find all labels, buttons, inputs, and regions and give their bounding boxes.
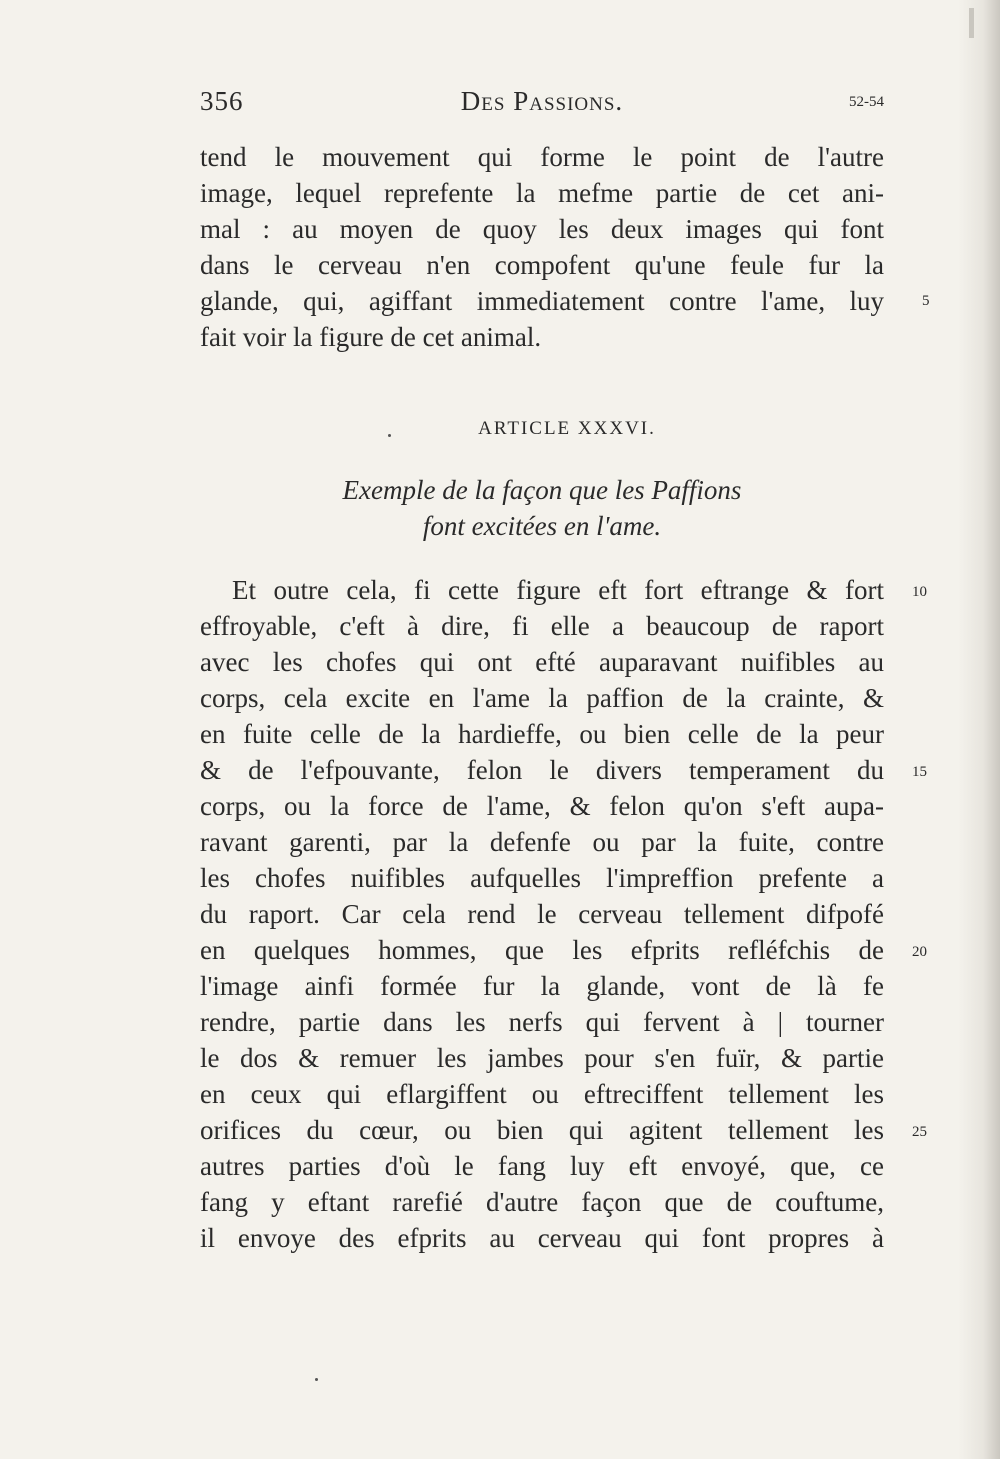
- text-line: fait voir la figure de cet animal.: [200, 322, 542, 352]
- page-edge-mark: [969, 8, 974, 38]
- text-line: effroyable, c'eft à dire, fi elle a beaucoup de raport: [200, 611, 884, 641]
- article-subtitle-line-2: font excitées en l'ame.: [422, 511, 662, 541]
- stray-mark: [315, 1378, 318, 1381]
- text-line: du raport. Car cela rend le cerveau tellement difpofé: [200, 899, 884, 929]
- article-heading: ARTICLE XXXVI.: [478, 418, 656, 439]
- line-number: 5: [922, 293, 930, 309]
- text-line: tend le mouvement qui forme le point de l'autre: [200, 142, 884, 172]
- text-line: orifices du cœur, ou bien qui agitent tellement les: [200, 1115, 884, 1145]
- text-line: avec les chofes qui ont efté auparavant nuifibles au: [200, 647, 884, 677]
- page-number: 356: [200, 86, 244, 116]
- text-line: & de l'efpouvante, felon le divers temperament du: [200, 755, 884, 785]
- page-range: 52-54: [849, 94, 884, 110]
- text-line: le dos & remuer les jambes pour s'en fuïr, & partie: [200, 1043, 884, 1073]
- text-line: les chofes nuifibles aufquelles l'impreffion prefente a: [200, 863, 884, 893]
- article-subtitle-line-1: Exemple de la façon que les Paffions: [342, 475, 742, 505]
- page-edge-shadow: [958, 0, 1000, 1459]
- text-line: il envoye des efprits au cerveau qui font propres à: [200, 1223, 884, 1253]
- text-line: corps, ou la force de l'ame, & felon qu'on s'eft aupa-: [200, 791, 884, 821]
- line-number: 10: [912, 584, 927, 600]
- text-line: l'image ainfi formée fur la glande, vont de là fe: [200, 971, 884, 1001]
- running-title: Des Passions.: [460, 86, 624, 116]
- line-number: 15: [912, 764, 927, 780]
- text-line: en quelques hommes, que les efprits refléfchis de: [200, 935, 884, 965]
- text-line: rendre, partie dans les nerfs qui fervent à | tourner: [200, 1007, 884, 1037]
- text-line: glande, qui, agiffant immediatement contre l'ame, luy: [200, 286, 884, 316]
- text-line: ravant garenti, par la defenfe ou par la fuite, contre: [200, 827, 884, 857]
- text-line: corps, cela excite en l'ame la paffion de la crainte, &: [200, 683, 884, 713]
- text-line: dans le cerveau n'en compofent qu'une feule fur la: [200, 250, 884, 280]
- text-line: image, lequel reprefente la mefme partie de cet ani-: [200, 178, 884, 208]
- text-line: en fuite celle de la hardieffe, ou bien celle de la peur: [200, 719, 884, 749]
- text-line: fang y eftant rarefié d'autre façon que de couftume,: [200, 1187, 884, 1217]
- line-number: 20: [912, 944, 927, 960]
- text-line: en ceux qui eflargiffent ou eftreciffent tellement les: [200, 1079, 884, 1109]
- text-line: mal : au moyen de quoy les deux images qui font: [200, 214, 884, 244]
- text-line: Et outre cela, fi cette figure eft fort eftrange & fort: [232, 575, 884, 605]
- line-number: 25: [912, 1124, 927, 1140]
- page-header: [200, 86, 884, 126]
- text-line: autres parties d'où le fang luy eft envoyé, que, ce: [200, 1151, 884, 1181]
